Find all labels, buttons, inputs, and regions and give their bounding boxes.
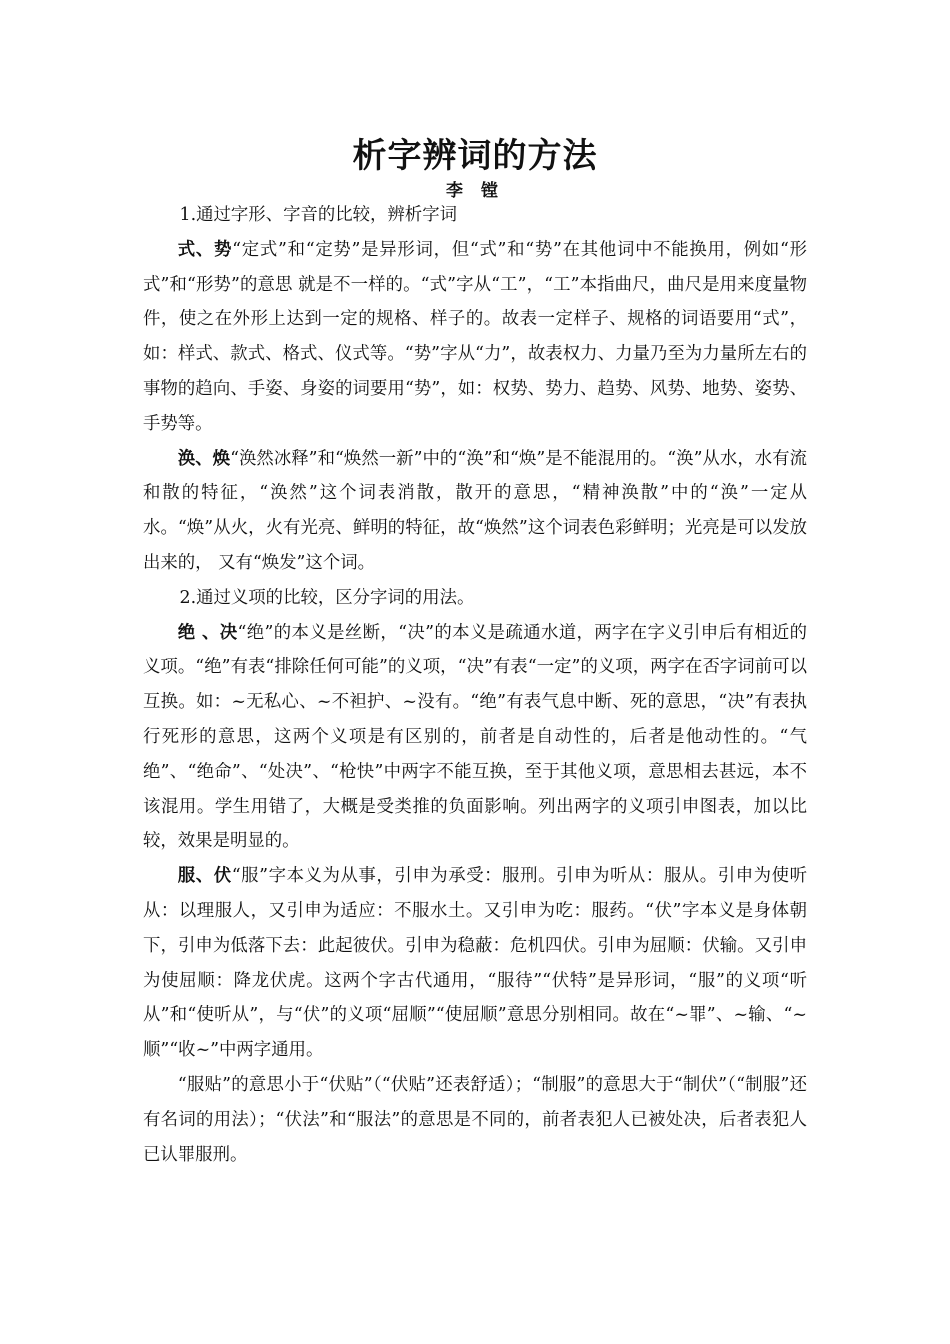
paragraph-text: “定式”和“定势”是异形词，但“式”和“势”在其他词中不能换用，例如“形式”和“形势”的意思 就是不一样的。“式”字从“工”，“工”本指曲尺，曲尺是用来度量物件，使之在外形上达到一定的规格、样子的。故表一定样子、规格的词语要用“式”，如：样式、款式、格式、仪式等。“势”字从“力”，故表权力、力量乃至为力量所左右的事物的趋向、手姿、身姿的词要用“势”，如：权势、势力、趋势、风势、地势、姿势、手势等。 xyxy=(143,239,807,434)
term-label: 涣、焕 xyxy=(177,448,231,469)
article-body xyxy=(143,198,807,1172)
paragraph-text: “绝”的本义是丝断，“决”的本义是疏通水道，两字在字义引申后有相近的义项。“绝”有表“排除任何可能”的义项，“决”有表“一定”的义项，两字在否字词前可以互换。如：~无私心、~不袒护、~没有。“绝”有表气息中断、死的意思，“决”有表执行死形的意思，这两个义项是有区别的，前者是自动性的，后者是他动性的。“气绝”、“绝命”、“处决”、“枪快”中两字不能互换，至于其他义项，意思相去甚远，本不该混用。学生用错了，大概是受类推的负面影响。列出两字的义项引申图表，加以比较，效果是明显的。 xyxy=(143,622,807,852)
term-label: 绝 、决 xyxy=(177,622,238,643)
paragraph-text: “服贴”的意思小于“伏贴”（“伏贴”还表舒适）；“制服”的意思大于“制伏”（“制服”还有名词的用法）；“伏法”和“服法”的意思是不同的，前者表犯人已被处决，后者表犯人已认罪服刑。 xyxy=(143,1074,807,1165)
paragraph-huan-huan xyxy=(143,442,807,581)
term-label: 式、势 xyxy=(177,239,233,260)
paragraph-shi-shi xyxy=(143,233,807,442)
paragraph-jue-jue xyxy=(143,616,807,860)
section-heading-2: 2.通过义项的比较，区分字词的用法。 xyxy=(179,587,475,608)
author-name: 李 镗 xyxy=(446,181,504,201)
section-heading-1: 1.通过字形、字音的比较，辨析字词 xyxy=(179,205,457,225)
page-title: 析字辨词的方法 xyxy=(352,136,598,176)
paragraph-text: “涣然冰释”和“焕然一新”中的“涣”和“焕”是不能混用的。“涣”从水，水有流和散的特征，“涣然”这个词表消散，散开的意思，“精神涣散”中的“涣”一定从水。“焕”从火，火有光亮、鲜明的特征，故“焕然”这个词表色彩鲜明；光亮是可以发放出来的， 又有“焕发”这个词。 xyxy=(143,448,807,573)
paragraph-fu-fu xyxy=(143,859,807,1068)
paragraph-fu-tie xyxy=(143,1068,807,1172)
term-label: 服、伏 xyxy=(177,866,232,887)
paragraph-text: “服”字本义为从事，引申为承受：服刑。引申为听从：服从。引申为使听从：以理服人，又引申为适应：不服水土。又引申为吃：服药。“伏”字本义是身体朝下，引申为低落下去：此起彼伏。引申为稳蔽：危机四伏。引申为屈顺：伏输。又引申为使屈顺：降龙伏虎。这两个字古代通用，“服待”“伏特”是异形词，“服”的义项“听从”和“使听从”，与“伏”的义项“屈顺”“使屈顺”意思分别相同。故在“~罪”、~输、“~顺”“收~”中两字通用。 xyxy=(143,866,807,1061)
